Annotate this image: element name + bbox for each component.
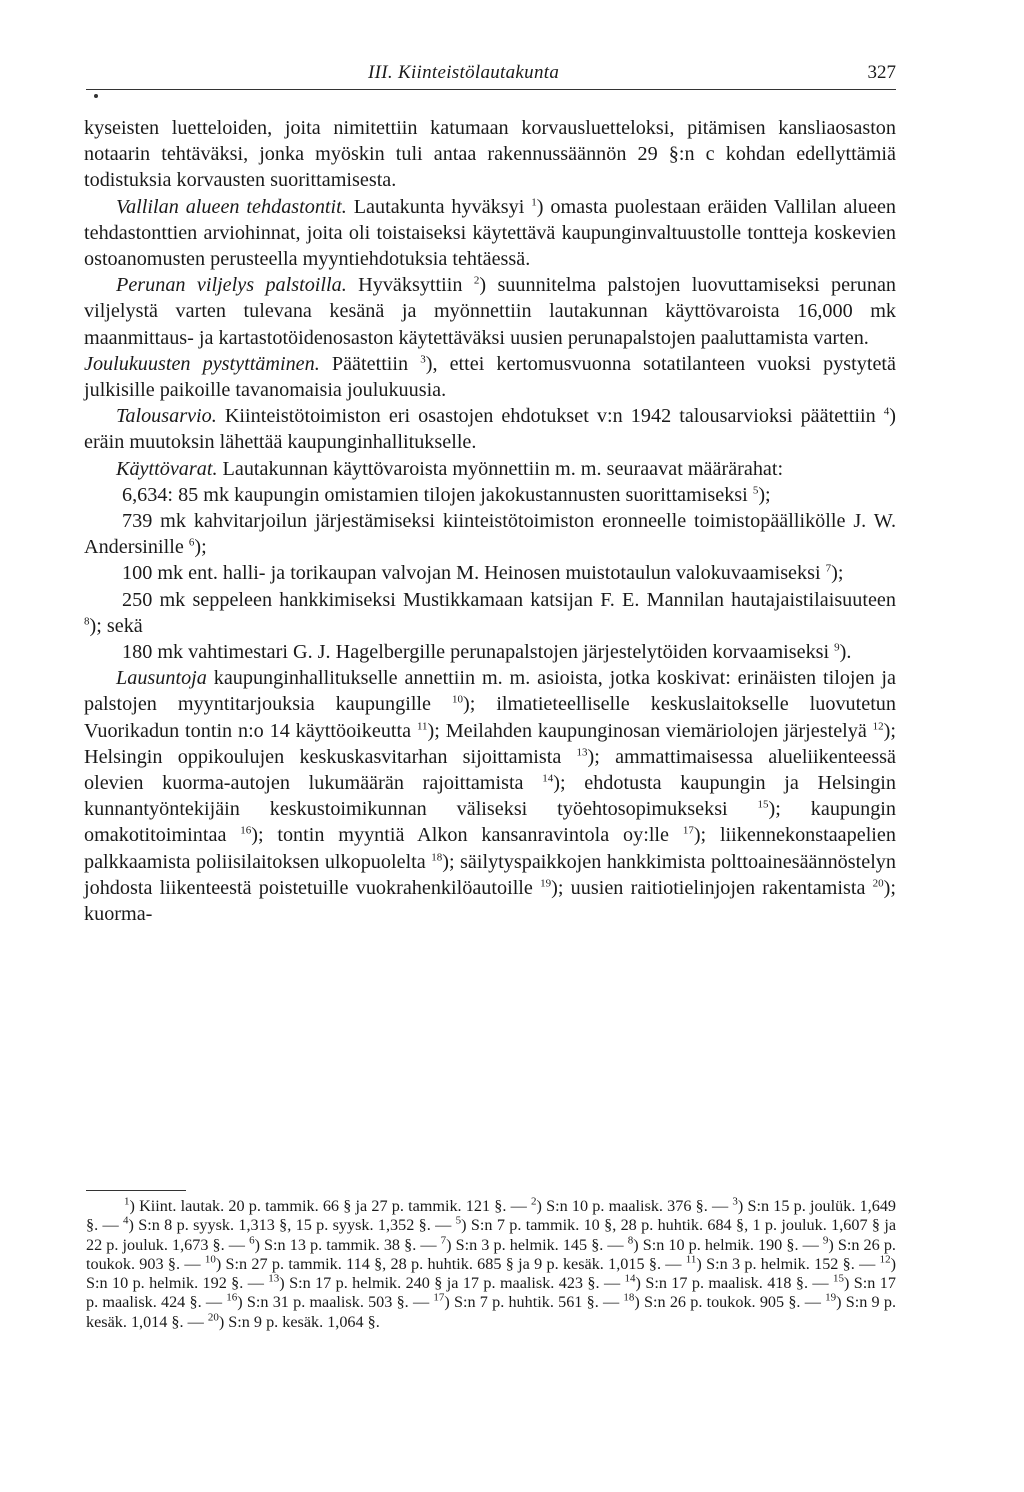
section-heading: Lausuntoja bbox=[116, 667, 207, 690]
footnote-number: 5 bbox=[455, 1214, 462, 1227]
footnote-number: 8 bbox=[627, 1234, 634, 1247]
paragraph bbox=[84, 194, 896, 273]
footnote-text: ) S:n 9 p. kesäk. 1,064 §. bbox=[218, 1312, 380, 1331]
footnote-text: ) S:n 17 p. helmik. 240 § ja 17 p. maalisk. 423 §. — bbox=[279, 1274, 625, 1293]
footnote-number: 13 bbox=[268, 1272, 280, 1285]
footnote-ref: 20 bbox=[872, 877, 884, 890]
footnote-number: 12 bbox=[879, 1253, 891, 1266]
footnote-number: 9 bbox=[822, 1234, 829, 1247]
body-text bbox=[84, 115, 896, 927]
paragraph bbox=[84, 351, 896, 403]
footnote-number: 11 bbox=[685, 1253, 697, 1266]
footnote-number: 15 bbox=[833, 1272, 845, 1285]
paragraph-text: ); tontin myyntiä Alkon kansanravintola oy:lle bbox=[251, 824, 683, 847]
paragraph bbox=[84, 508, 896, 560]
paragraph-text: Lautakunnan käyttövaroista myönnettiin m. m. seuraavat määrärahat: bbox=[217, 457, 784, 480]
paragraph-text: ); bbox=[194, 536, 207, 559]
footnote-ref: 10 bbox=[452, 693, 463, 706]
footnote-ref: 8 bbox=[84, 615, 90, 628]
footnote-ref: 11 bbox=[416, 719, 428, 732]
header-rule bbox=[86, 89, 896, 90]
footnote-number: 14 bbox=[624, 1272, 636, 1285]
footnote-text: ) S:n 15 p. joulük. 1,649 §. — bbox=[86, 1197, 897, 1235]
footnote-ref: 4 bbox=[883, 405, 890, 418]
paragraph-text: ). bbox=[839, 641, 852, 664]
paragraph-text: ); sekä bbox=[89, 614, 143, 637]
footnote-text: ) S:n 7 p. huhtik. 561 §. — bbox=[444, 1293, 624, 1312]
paragraph-text: ); kuorma- bbox=[84, 876, 896, 926]
footnote-ref: 1 bbox=[531, 195, 537, 208]
footnote-text: ) S:n 9 p. kesäk. 1,014 §. — bbox=[86, 1293, 896, 1331]
footnote-ref: 3 bbox=[420, 353, 426, 366]
paragraph bbox=[84, 560, 896, 586]
footnote-ref: 14 bbox=[542, 772, 554, 785]
print-speck bbox=[94, 94, 98, 98]
paragraph-text: ); ilmatieteelliselle keskuslaitokselle luovutetun Vuorikadun tontin n:o 14 käyttöoikeutta bbox=[84, 693, 896, 742]
paragraph bbox=[84, 403, 896, 455]
paragraph-text: ); uusien raitiotielinjojen rakentamista bbox=[551, 876, 873, 899]
paragraph-text: ) eräin muutoksin lähettää kaupunginhallitukselle. bbox=[84, 405, 896, 454]
footnote-ref: 9 bbox=[834, 641, 840, 654]
footnote-ref: 13 bbox=[576, 746, 588, 759]
paragraph-text: Päätettiin bbox=[319, 352, 421, 375]
paragraph-text: ) suunnitelma palstojen luovuttamiseksi perunan viljelystä varten tulevana kesänä ja myönnettiin lautakunnan käyttövaroista 16,000 mk maanmittaus- ja kartastotöidenosaston käytettäväksi uusien perunapalstojen paaluttamista varten. bbox=[84, 274, 896, 349]
paragraph bbox=[84, 482, 896, 508]
footnote-text: ) S:n 8 p. syysk. 1,313 §, 15 p. syysk. 1,352 §. — bbox=[128, 1216, 456, 1235]
paragraph bbox=[84, 456, 896, 482]
paragraph-text: 739 mk kahvitarjoilun järjestämiseksi kiinteistötoimiston eronneelle toimistopäällikölle J. W. Andersinille bbox=[84, 510, 896, 559]
footnote-number: 10 bbox=[204, 1253, 216, 1266]
footnote-number: 16 bbox=[226, 1292, 238, 1305]
paragraph-text: ); Meilahden kaupunginosan viemäriolojen järjestelyä bbox=[427, 719, 873, 742]
footnote-number: 2 bbox=[530, 1195, 537, 1208]
footnote-number: 6 bbox=[249, 1234, 255, 1247]
footnote-ref: 5 bbox=[752, 484, 759, 497]
footnote-number: 1 bbox=[124, 1195, 130, 1208]
paragraph-text: 250 mk seppeleen hankkimiseksi Mustikkamaan katsijan F. E. Mannilan hautajaistilaisuuteen bbox=[122, 588, 896, 611]
footnote-number: 17 bbox=[433, 1292, 445, 1305]
footnote-text: ) S:n 13 p. tammik. 38 §. — bbox=[254, 1235, 441, 1254]
paragraph-text: 180 mk vahtimestari G. J. Hagelbergille perunapalstojen järjestelytöiden korvaamiseksi bbox=[122, 641, 835, 664]
paragraph-text: kyseisten luetteloiden, joita nimitettiin katumaan korvausluetteloksi, pitämisen kansliaosaston notaarin tehtäväksi, jonka myöskin tuli antaa rakennussäännön 29 §:n c kohdan edellyttämiä todistuksia korvausten suorittamisesta. bbox=[84, 117, 896, 192]
paragraph-text: ) omasta puolestaan eräiden Vallilan alueen tehdastonttien arviohinnat, joita oli toistaiseksi käytettävä kaupunginvaltuustolle tontteja koskevien ostoanomusten perusteella myyntiehdotuksia tehtäessä. bbox=[84, 195, 896, 271]
paragraph-text: ); ehdotusta kaupungin ja Helsingin kunnantyöntekijäin keskustoimikunnan väliseksi työehtosopimukseksi bbox=[84, 772, 896, 821]
paragraph-text: kaupunginhallitukselle annettiin m. m. asioista, jotka koskivat: erinäisten tilojen ja palstojen myyntitarjouksia kaupungille bbox=[84, 667, 896, 716]
footnote-text: ) S:n 3 p. helmik. 145 §. — bbox=[446, 1235, 628, 1254]
paragraph-text: ); Helsingin oppikoulujen keskuskasvitarhan sijoittamista bbox=[84, 719, 896, 768]
paragraph-text: ); bbox=[758, 483, 771, 506]
paragraph-text: ); ammattimaisessa alueliikenteessä olevien kuorma-autojen lukumäärän rajoittamista bbox=[84, 745, 896, 795]
footnote-block bbox=[86, 1197, 896, 1332]
footnote-ref: 15 bbox=[757, 798, 769, 811]
footnote-number: 18 bbox=[623, 1292, 635, 1305]
footnote-text: ) S:n 17 p. maalisk. 424 §. — bbox=[86, 1274, 896, 1312]
footnote-text: ) S:n 10 p. helmik. 190 §. — bbox=[633, 1235, 823, 1254]
paragraph-text: ); kaupungin omakotitoimintaa bbox=[84, 798, 896, 847]
running-header bbox=[86, 62, 896, 92]
footnote-text: ) S:n 10 p. maalisk. 376 §. — bbox=[536, 1197, 733, 1215]
paragraph bbox=[84, 115, 896, 194]
paragraph-text: Kiinteistötoimiston eri osastojen ehdotukset v:n 1942 talousarvioksi päätettiin bbox=[216, 405, 884, 428]
footnote-ref: 7 bbox=[825, 562, 832, 575]
footnote-ref: 19 bbox=[540, 877, 552, 890]
paragraph bbox=[84, 639, 896, 665]
section-heading: Vallilan alueen tehdastontit. bbox=[116, 195, 347, 218]
paragraph-text: Lautakunta hyväksyi bbox=[346, 195, 532, 218]
paragraph-text: ); säilytyspaikkojen hankkimista polttoainesäännöstelyn johdosta liikenteestä poistetuille vuokrahenkilöautoille bbox=[84, 850, 896, 899]
footnote-number: 7 bbox=[440, 1234, 447, 1247]
section-heading: Talousarvio. bbox=[116, 405, 217, 428]
paragraph bbox=[84, 587, 896, 639]
footnote-text: ) S:n 31 p. maalisk. 503 §. — bbox=[237, 1293, 434, 1312]
footnote-ref: 2 bbox=[473, 274, 480, 287]
section-heading: Perunan viljelys palstoilla. bbox=[116, 274, 347, 297]
footnote-number: 19 bbox=[825, 1292, 837, 1305]
paragraph-text: ); bbox=[831, 562, 844, 585]
footnote-rule bbox=[86, 1190, 186, 1191]
paragraph bbox=[84, 665, 896, 927]
paragraph bbox=[84, 272, 896, 351]
footnote-ref: 16 bbox=[240, 824, 252, 837]
chapter-title: III. Kiinteistölautakunta bbox=[368, 62, 560, 83]
paragraph-text: 100 mk ent. halli- ja torikaupan valvojan M. Heinosen muistotaulun valokuvaamiseksi bbox=[122, 562, 826, 585]
paragraph-text: ); liikennekonstaapelien palkkaamista poliisilaitoksen ulkopuolelta bbox=[84, 824, 896, 873]
footnote-number: 20 bbox=[207, 1311, 219, 1324]
paragraph-text: Hyväksyttiin bbox=[346, 274, 474, 297]
footnote-text: ) S:n 7 p. tammik. 10 §, 28 p. huhtik. 684 §, 1 p. jouluk. 1,607 § ja 22 p. jouluk. 1,673 §. — bbox=[86, 1216, 896, 1254]
footnotes bbox=[86, 1197, 896, 1332]
footnote-ref: 12 bbox=[872, 719, 884, 732]
paragraph-text: ), ettei kertomusvuonna sotatilanteen vuoksi pystytetä julkisille paikoille tavanomaisia joulukuusia. bbox=[84, 352, 896, 402]
footnote-text: ) S:n 17 p. maalisk. 418 §. — bbox=[635, 1274, 834, 1293]
footnote-text: ) S:n 10 p. helmik. 192 §. — bbox=[86, 1254, 896, 1293]
footnote-text: ) S:n 3 p. helmik. 152 §. — bbox=[696, 1254, 880, 1273]
footnote-number: 3 bbox=[732, 1195, 738, 1208]
footnote-ref: 6 bbox=[188, 536, 195, 549]
footnote-number: 4 bbox=[123, 1214, 129, 1227]
footnote-text: ) S:n 26 p. toukok. 903 §. — bbox=[86, 1235, 896, 1273]
section-heading: Käyttövarat. bbox=[116, 457, 218, 480]
section-heading: Joulukuusten pystyttäminen. bbox=[84, 352, 320, 375]
footnote-text: ) S:n 26 p. toukok. 905 §. — bbox=[634, 1293, 826, 1312]
paragraph-text: 6,634: 85 mk kaupungin omistamien tilojen jakokustannusten suorittamiseksi bbox=[122, 483, 753, 506]
footnote-ref: 18 bbox=[431, 850, 443, 863]
footnote-ref: 17 bbox=[682, 824, 694, 837]
footnote-text: ) S:n 27 p. tammik. 114 §, 28 p. huhtik. 685 § ja 9 p. kesäk. 1,015 §. — bbox=[215, 1254, 686, 1273]
page-number: 327 bbox=[867, 62, 896, 83]
footnote-text: ) Kiint. lautak. 20 p. tammik. 66 § ja 27 p. tammik. 121 §. — bbox=[129, 1197, 531, 1215]
